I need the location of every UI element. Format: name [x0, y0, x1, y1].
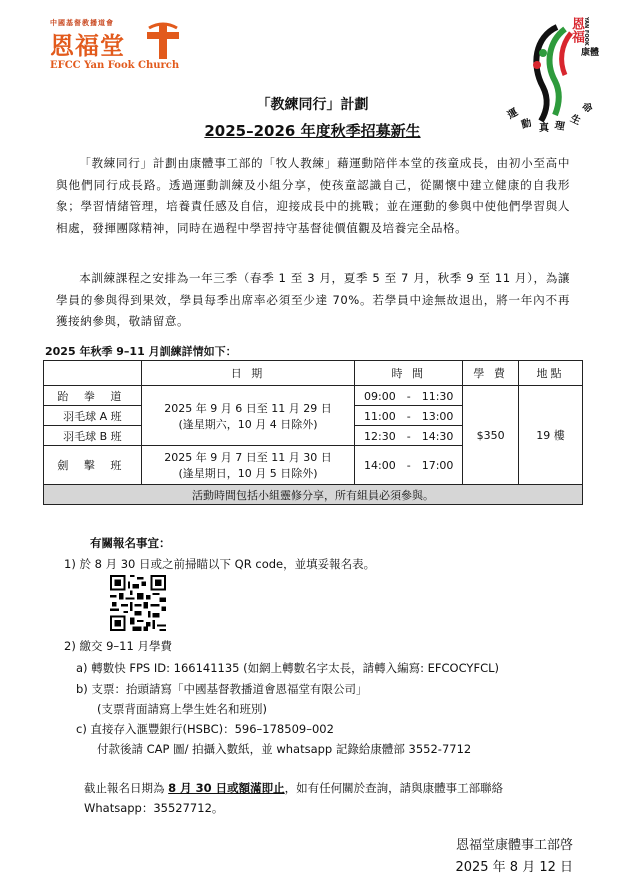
church-name-en: EFCC Yan Fook Church: [50, 60, 180, 71]
time-1: 09:00 - 11:30: [355, 386, 463, 406]
payment-option-a: a) 轉數快 FPS ID: 166141135 (如網上轉數名字太長，請轉入編寫: EFCOCYFCL): [76, 661, 499, 675]
payment-option-b-note: (支票背面請寫上學生姓名和班別): [97, 702, 267, 716]
date-sat-note: (逢星期六，10 月 4 日除外): [178, 417, 318, 431]
course-fencing: 劍 擊 班: [44, 446, 142, 485]
schedule-note: 活動時間包括小組靈修分享，所有組員必須參與。: [44, 485, 583, 505]
ministry-dept: 康體: [581, 48, 600, 58]
header-course: [44, 361, 142, 386]
motto-5: 生: [568, 113, 583, 128]
table-header-row: [44, 361, 583, 386]
payment-option-c-note: 付款後請 CAP 圖/ 拍攝入數紙，並 whatsapp 記錄給康體部 3552-7712: [97, 742, 472, 756]
deadline-date: 8 月 30 日或額滿即止: [168, 781, 285, 795]
registration-heading: 有關報名事宜：: [90, 536, 171, 550]
course-badminton-a: 羽毛球 A 班: [44, 406, 142, 426]
issue-date: 2025 年 8 月 12 日: [455, 860, 573, 875]
page-subtitle: [0, 120, 625, 141]
table-row: [44, 386, 583, 406]
date-sun-note: (逢星期日，10 月 5 日除外): [178, 467, 318, 480]
course-badminton-b: 羽毛球 B 班: [44, 426, 142, 446]
header-fee: 學 費: [463, 361, 519, 386]
payment-option-b: b) 支票：抬頭請寫「中國基督教播道會恩福堂有限公司」: [76, 682, 368, 696]
church-logo: [50, 18, 190, 80]
venue-cell: 19 樓: [519, 386, 583, 485]
course-taekwondo: 跆 拳 道: [44, 386, 142, 406]
date-sun-range: 2025 年 9 月 7 日至 11 月 30 日: [164, 451, 332, 464]
church-cross-icon: [145, 20, 181, 60]
registration-qr-code[interactable]: [110, 575, 166, 631]
registration-step-1: 1) 於 8 月 30 日或之前掃瞄以下 QR code，並填妥報名表。: [64, 557, 376, 571]
deadline-text-a: 截止報名日期為: [84, 781, 169, 795]
church-name-small: 中國基督教播道會: [50, 19, 114, 27]
time-4: 14:00 - 17:00: [355, 446, 463, 485]
date-sunday: [141, 446, 355, 485]
date-sat-range: 2025 年 9 月 6 日至 11 月 29 日: [164, 401, 332, 415]
header-venue: 地點: [519, 361, 583, 386]
payment-option-c: c) 直接存入滙豐銀行(HSBC)：596–178509–002: [76, 722, 334, 736]
intro-paragraph-1: 「教練同行」計劃由康體事工部的「牧人教練」藉運動陪伴本堂的孩童成長，由初小至高中與他們同行成長路。透過運動訓練及小組分享，使孩童認識自己，從關懷中建立健康的自我形象；學習情緒管理，培養責任感及自信，迎接成長中的挑戰；並在運動的參與中使他們學習與人相處，發揮團隊精神，同時在過程中學習持守基督徒價值觀及培養完全品格。: [56, 156, 570, 235]
deadline-text-b: ，如有任何關於查詢，請與康體事工部聯絡 Whatsapp：35527712。: [84, 781, 504, 815]
subtitle-text: 2025–2026 年度秋季招募新生: [204, 122, 421, 140]
signature-block: [455, 835, 573, 879]
time-2: 11:00 - 13:00: [355, 406, 463, 426]
header-time: 時 間: [355, 361, 463, 386]
time-3: 12:30 - 14:30: [355, 426, 463, 446]
date-saturday: [141, 386, 355, 446]
motto-6: 命: [579, 100, 595, 116]
ministry-brand-zh: 恩福: [569, 17, 584, 43]
church-name-zh: 恩福堂: [50, 32, 125, 60]
motto-3: 真: [539, 123, 549, 134]
intro-paragraph-2: 本訓練課程之安排為一年三季（春季 1 至 3 月，夏季 5 至 7 月，秋季 9 至 11 月），為讓學員的參與得到果效，學員每季出席率必須至少達 70%。若學員中途無故退出，將一年內不再獲接納參與，敬請留意。: [56, 271, 570, 328]
motto-4: 理: [553, 120, 566, 133]
signature: 恩福堂康體事工部啓: [455, 838, 573, 853]
ministry-brand-en: YAN FOOK: [583, 17, 589, 46]
schedule-heading: 2025 年秋季 9–11 月訓練詳情如下：: [45, 345, 237, 358]
motto-1: 運: [505, 106, 521, 122]
deadline-paragraph: [84, 778, 564, 818]
motto-2: 動: [520, 117, 533, 132]
page-title: 「教練同行」計劃: [256, 97, 369, 113]
table-note-row: [44, 485, 583, 505]
header-date: 日 期: [141, 361, 355, 386]
registration-step-2: 2) 繳交 9–11 月學費: [64, 639, 172, 653]
schedule-table: [43, 360, 583, 505]
fee-cell: $350: [463, 386, 519, 485]
